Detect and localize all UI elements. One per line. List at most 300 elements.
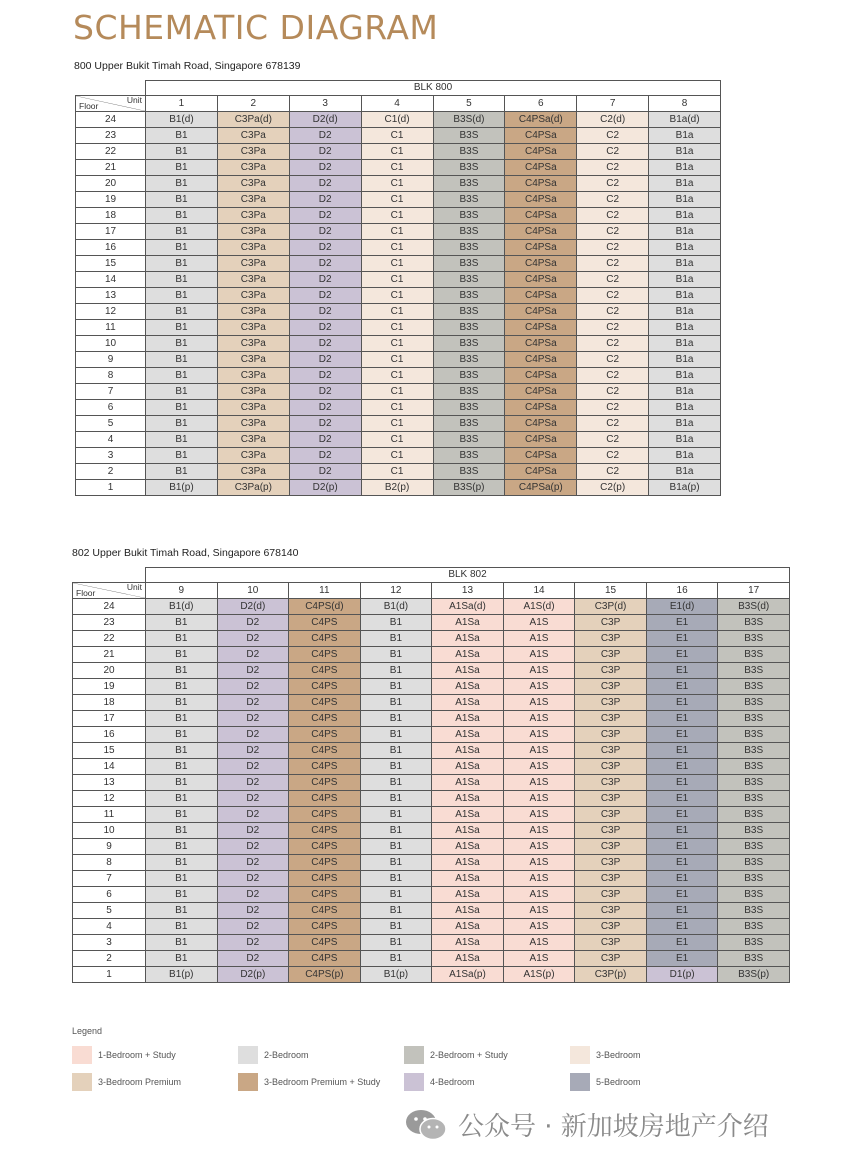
unit-type-cell: C3P [575,727,647,743]
unit-type-cell: D2 [289,320,361,336]
unit-type-cell: A1S [503,631,575,647]
unit-type-cell: C2 [577,272,649,288]
floor-number: 22 [73,631,146,647]
unit-type-cell: D2 [217,807,289,823]
unit-type-cell: C2 [577,400,649,416]
unit-type-cell: A1S [503,727,575,743]
unit-type-cell: B1 [360,695,432,711]
floor-number: 12 [73,791,146,807]
page-title: SCHEMATIC DIAGRAM [73,8,439,47]
unit-type-cell: A1S(d) [503,599,575,615]
unit-type-cell: A1S(p) [503,967,575,983]
unit-type-cell: B1 [146,144,218,160]
unit-type-cell: E1 [646,887,718,903]
legend-label: 5-Bedroom [596,1077,641,1087]
unit-type-cell: C4PS [289,615,361,631]
unit-type-cell: C4PSa [505,144,577,160]
unit-type-cell: B1 [146,416,218,432]
blk802-schematic-table [72,567,790,983]
floor-number: 19 [76,192,146,208]
unit-type-cell: B3S(p) [433,480,505,496]
unit-type-cell: C3Pa [217,400,289,416]
unit-type-cell: B1a [649,464,721,480]
floor-row [76,160,721,176]
unit-type-cell: B3S [433,224,505,240]
unit-type-cell: C4PS [289,647,361,663]
unit-type-cell: B1 [360,631,432,647]
unit-type-cell: B3S [718,871,790,887]
unit-type-cell: D2 [289,288,361,304]
unit-type-cell: B1a(p) [649,480,721,496]
unit-type-cell: D2 [217,871,289,887]
unit-type-cell: A1S [503,743,575,759]
unit-type-cell: A1S [503,807,575,823]
unit-type-cell: B3S [718,631,790,647]
unit-type-cell: C1 [361,240,433,256]
unit-type-cell: C2 [577,208,649,224]
unit-type-cell: C4PSa [505,352,577,368]
unit-type-cell: C3P(p) [575,967,647,983]
unit-type-cell: B1 [146,464,218,480]
unit-type-cell: B1 [146,871,218,887]
floor-row [76,256,721,272]
unit-type-cell: B1(d) [360,599,432,615]
unit-type-cell: C4PS [289,743,361,759]
unit-type-cell: B1 [146,192,218,208]
unit-type-cell: C4PS [289,775,361,791]
unit-type-cell: C3P [575,759,647,775]
unit-type-cell: B1 [360,839,432,855]
unit-type-cell: C4PSa [505,128,577,144]
floor-number: 16 [73,727,146,743]
floor-row [73,791,790,807]
unit-number: 7 [577,96,649,112]
unit-type-cell: B1a [649,336,721,352]
unit-type-cell: D2 [217,679,289,695]
unit-type-cell: C4PS [289,807,361,823]
unit-type-cell: A1S [503,903,575,919]
unit-type-cell: C3P [575,823,647,839]
legend-swatch [238,1046,258,1064]
floor-number: 17 [73,711,146,727]
floor-number: 12 [76,304,146,320]
legend-swatch [238,1073,258,1091]
unit-type-cell: B1a [649,352,721,368]
unit-type-cell: D2 [217,711,289,727]
floor-number: 20 [73,663,146,679]
watermark-text: 公众号 · 新加坡房地产介绍 [458,1112,769,1142]
unit-type-cell: C1 [361,208,433,224]
unit-type-cell: C3P [575,919,647,935]
unit-type-cell: C3P [575,711,647,727]
unit-type-cell: C4PSa [505,432,577,448]
unit-type-cell: A1Sa [432,935,504,951]
unit-type-cell: B3S [718,647,790,663]
floor-number: 9 [73,839,146,855]
unit-type-cell: B3S [433,400,505,416]
unit-type-cell: D1(p) [646,967,718,983]
unit-type-cell: B3S [433,160,505,176]
unit-type-cell: C1 [361,288,433,304]
unit-type-cell: A1Sa(d) [432,599,504,615]
unit-type-cell: E1 [646,935,718,951]
floor-row [76,288,721,304]
unit-type-cell: C3Pa [217,320,289,336]
unit-type-cell: A1S [503,839,575,855]
unit-type-cell: D2(p) [217,967,289,983]
unit-type-cell: A1Sa [432,823,504,839]
unit-type-cell: C4PS [289,679,361,695]
unit-type-cell: E1 [646,759,718,775]
unit-type-cell: C4PSa [505,448,577,464]
unit-type-cell: B1 [146,208,218,224]
floor-row [73,775,790,791]
unit-type-cell: C2 [577,352,649,368]
unit-type-cell: B1 [146,368,218,384]
unit-type-cell: B1a [649,208,721,224]
unit-type-cell: C3Pa [217,256,289,272]
unit-type-cell: D2 [217,791,289,807]
unit-type-cell: A1Sa [432,775,504,791]
floor-row [76,272,721,288]
unit-type-cell: A1Sa [432,647,504,663]
unit-type-cell: D2 [217,695,289,711]
unit-type-cell: B1 [360,919,432,935]
unit-type-cell: E1 [646,679,718,695]
unit-type-cell: C2 [577,256,649,272]
unit-type-cell: A1Sa [432,807,504,823]
floor-number: 1 [76,480,146,496]
unit-type-cell: C3P [575,839,647,855]
unit-type-cell: C4PSa [505,368,577,384]
unit-type-cell: B3S [718,711,790,727]
unit-type-cell: B1a [649,176,721,192]
unit-type-cell: B2(p) [361,480,433,496]
unit-type-cell: D2 [217,919,289,935]
unit-type-cell: C3Pa [217,176,289,192]
unit-type-cell: C4PSa [505,320,577,336]
unit-type-cell: C3Pa [217,432,289,448]
unit-type-cell: B3S [718,759,790,775]
unit-type-cell: B1 [360,887,432,903]
floor-row [76,224,721,240]
unit-number: 4 [361,96,433,112]
legend-item [72,1046,176,1064]
unit-type-cell: B1 [360,775,432,791]
unit-number: 2 [217,96,289,112]
unit-type-cell: A1S [503,615,575,631]
unit-type-cell: C2 [577,448,649,464]
legend-item [404,1073,475,1091]
unit-type-cell: B1 [146,336,218,352]
unit-type-cell: B1a [649,160,721,176]
unit-type-cell: A1Sa [432,759,504,775]
unit-type-cell: B1a(d) [649,112,721,128]
unit-type-cell: A1Sa(p) [432,967,504,983]
unit-type-cell: D2 [289,336,361,352]
unit-type-cell: C3Pa(p) [217,480,289,496]
unit-type-cell: C4PS [289,631,361,647]
floor-unit-header [76,96,146,112]
unit-type-cell: C2 [577,240,649,256]
unit-type-cell: B3S [718,743,790,759]
blk802-address: 802 Upper Bukit Timah Road, Singapore 678140 [72,547,299,559]
legend-item [238,1046,309,1064]
floor-number: 8 [73,855,146,871]
unit-type-cell: B1a [649,288,721,304]
unit-type-cell: D2 [217,727,289,743]
floor-number: 20 [76,176,146,192]
floor-number: 22 [76,144,146,160]
unit-type-cell: B1 [146,288,218,304]
unit-type-cell: C4PS [289,871,361,887]
unit-type-cell: D2 [217,887,289,903]
unit-type-cell: B1 [360,759,432,775]
unit-type-cell: B1 [146,320,218,336]
unit-number: 14 [503,583,575,599]
unit-type-cell: B3S [433,272,505,288]
unit-type-cell: D2 [217,759,289,775]
floor-number: 21 [73,647,146,663]
floor-row [73,823,790,839]
unit-type-cell: B3S [433,432,505,448]
unit-type-cell: C1 [361,352,433,368]
unit-type-cell: C1 [361,336,433,352]
legend-label: 2-Bedroom [264,1050,309,1060]
unit-type-cell: B3S [433,368,505,384]
unit-type-cell: C1 [361,176,433,192]
floor-number: 6 [73,887,146,903]
unit-type-cell: B1 [146,176,218,192]
unit-type-cell: B1 [146,384,218,400]
legend-swatch [404,1046,424,1064]
floor-row [76,176,721,192]
unit-type-cell: A1S [503,935,575,951]
unit-type-cell: A1Sa [432,855,504,871]
unit-type-cell: C4PS [289,855,361,871]
floor-row [73,759,790,775]
unit-type-cell: C3P [575,647,647,663]
floor-number: 7 [76,384,146,400]
unit-type-cell: B3S [718,663,790,679]
floor-row [73,743,790,759]
unit-type-cell: B1 [146,647,218,663]
unit-type-cell: C4PSa [505,464,577,480]
legend-swatch [72,1046,92,1064]
unit-type-cell: B3S [718,823,790,839]
unit-type-cell: B1a [649,256,721,272]
unit-type-cell: C4PSa [505,288,577,304]
unit-type-cell: D2 [289,384,361,400]
unit-type-cell: C2 [577,192,649,208]
unit-number: 3 [289,96,361,112]
unit-type-cell: D2 [289,304,361,320]
unit-type-cell: C3Pa [217,448,289,464]
unit-type-cell: E1 [646,951,718,967]
unit-type-cell: E1 [646,647,718,663]
unit-type-cell: B1a [649,304,721,320]
floor-row [73,663,790,679]
unit-type-cell: B1 [146,679,218,695]
unit-type-cell: C3Pa [217,240,289,256]
floor-number: 24 [76,112,146,128]
unit-type-cell: B1 [146,711,218,727]
unit-type-cell: C2 [577,176,649,192]
unit-type-cell: B3S [433,448,505,464]
floor-number: 23 [73,615,146,631]
unit-type-cell: D2 [289,256,361,272]
unit-type-cell: C3Pa [217,144,289,160]
floor-row [76,336,721,352]
unit-type-cell: C1 [361,144,433,160]
legend-swatch [404,1073,424,1091]
unit-type-cell: E1 [646,711,718,727]
legend-item [72,1073,181,1091]
unit-type-cell: C3P [575,663,647,679]
unit-number: 13 [432,583,504,599]
unit-type-cell: B1a [649,368,721,384]
unit-type-cell: D2 [217,935,289,951]
unit-type-cell: B1 [146,855,218,871]
unit-number: 10 [217,583,289,599]
floor-number: 14 [73,759,146,775]
unit-type-cell: B1 [146,631,218,647]
unit-type-cell: C2 [577,128,649,144]
block-name: BLK 802 [146,568,790,583]
floor-row [73,919,790,935]
unit-type-cell: E1 [646,663,718,679]
unit-type-cell: B1 [146,887,218,903]
floor-row [73,679,790,695]
unit-type-cell: C3P [575,775,647,791]
unit-type-cell: C1 [361,448,433,464]
unit-type-cell: B1 [146,663,218,679]
unit-type-cell: B1 [146,903,218,919]
unit-type-cell: C3Pa [217,384,289,400]
floor-number: 13 [76,288,146,304]
unit-type-cell: C4PSa [505,224,577,240]
floor-row [76,208,721,224]
unit-type-cell: B1a [649,320,721,336]
unit-label: Unit [126,582,142,592]
legend-title: Legend [72,1026,103,1036]
unit-type-cell: B1 [360,903,432,919]
unit-type-cell: C4PSa [505,304,577,320]
unit-type-cell: C2 [577,336,649,352]
floor-row [73,903,790,919]
floor-row [76,192,721,208]
unit-type-cell: B1 [360,807,432,823]
unit-type-cell: D2 [217,615,289,631]
unit-type-cell: B3S [433,320,505,336]
floor-row [73,967,790,983]
unit-type-cell: D2 [217,743,289,759]
unit-type-cell: B1 [146,935,218,951]
floor-row [73,727,790,743]
legend-label: 3-Bedroom [596,1050,641,1060]
unit-type-cell: B3S [433,336,505,352]
floor-row [73,647,790,663]
unit-type-cell: D2 [289,208,361,224]
floor-number: 2 [73,951,146,967]
unit-type-cell: A1Sa [432,711,504,727]
unit-type-cell: B1 [146,352,218,368]
unit-type-cell: C1 [361,464,433,480]
unit-type-cell: B1 [360,711,432,727]
unit-type-cell: A1Sa [432,887,504,903]
unit-type-cell: A1Sa [432,679,504,695]
unit-type-cell: B1 [146,128,218,144]
unit-type-cell: C4PS [289,887,361,903]
floor-row [76,384,721,400]
unit-type-cell: B3S [433,144,505,160]
unit-type-cell: B3S [718,695,790,711]
floor-number: 5 [73,903,146,919]
unit-type-cell: C2 [577,416,649,432]
floor-number: 17 [76,224,146,240]
unit-type-cell: C4PSa [505,208,577,224]
legend-swatch [570,1046,590,1064]
unit-type-cell: D2 [217,631,289,647]
unit-type-cell: C4PSa(p) [505,480,577,496]
unit-type-cell: B3S [718,807,790,823]
unit-type-cell: D2 [289,192,361,208]
unit-type-cell: B1 [360,647,432,663]
floor-row [73,871,790,887]
floor-row [73,631,790,647]
floor-number: 11 [76,320,146,336]
blk800-address: 800 Upper Bukit Timah Road, Singapore 678139 [74,60,301,72]
unit-type-cell: A1Sa [432,839,504,855]
floor-row [73,807,790,823]
floor-row [73,951,790,967]
unit-type-cell: C3P [575,887,647,903]
unit-type-cell: C4PSa [505,160,577,176]
unit-type-cell: C3P [575,855,647,871]
unit-type-cell: C1 [361,384,433,400]
unit-type-cell: B1 [146,919,218,935]
floor-row [76,432,721,448]
unit-type-cell: C2 [577,368,649,384]
floor-number: 3 [73,935,146,951]
legend-item [570,1073,641,1091]
floor-row [73,887,790,903]
unit-type-cell: A1S [503,695,575,711]
unit-type-cell: C1 [361,432,433,448]
unit-type-cell: A1Sa [432,951,504,967]
unit-type-cell: A1Sa [432,631,504,647]
floor-number: 18 [76,208,146,224]
unit-type-cell: C3Pa [217,288,289,304]
unit-number: 15 [575,583,647,599]
unit-type-cell: B3S(p) [718,967,790,983]
unit-type-cell: A1S [503,647,575,663]
unit-type-cell: D2 [289,160,361,176]
legend-swatch [570,1073,590,1091]
unit-type-cell: B1 [146,160,218,176]
unit-type-cell: D2(d) [217,599,289,615]
floor-number: 8 [76,368,146,384]
unit-type-cell: C1 [361,192,433,208]
unit-type-cell: C3Pa [217,160,289,176]
floor-label: Floor [76,588,96,598]
unit-type-cell: B3S [433,416,505,432]
unit-type-cell: B3S [433,256,505,272]
unit-number: 1 [146,96,218,112]
unit-type-cell: B1 [146,727,218,743]
unit-type-cell: D2 [289,448,361,464]
unit-type-cell: B1 [146,448,218,464]
